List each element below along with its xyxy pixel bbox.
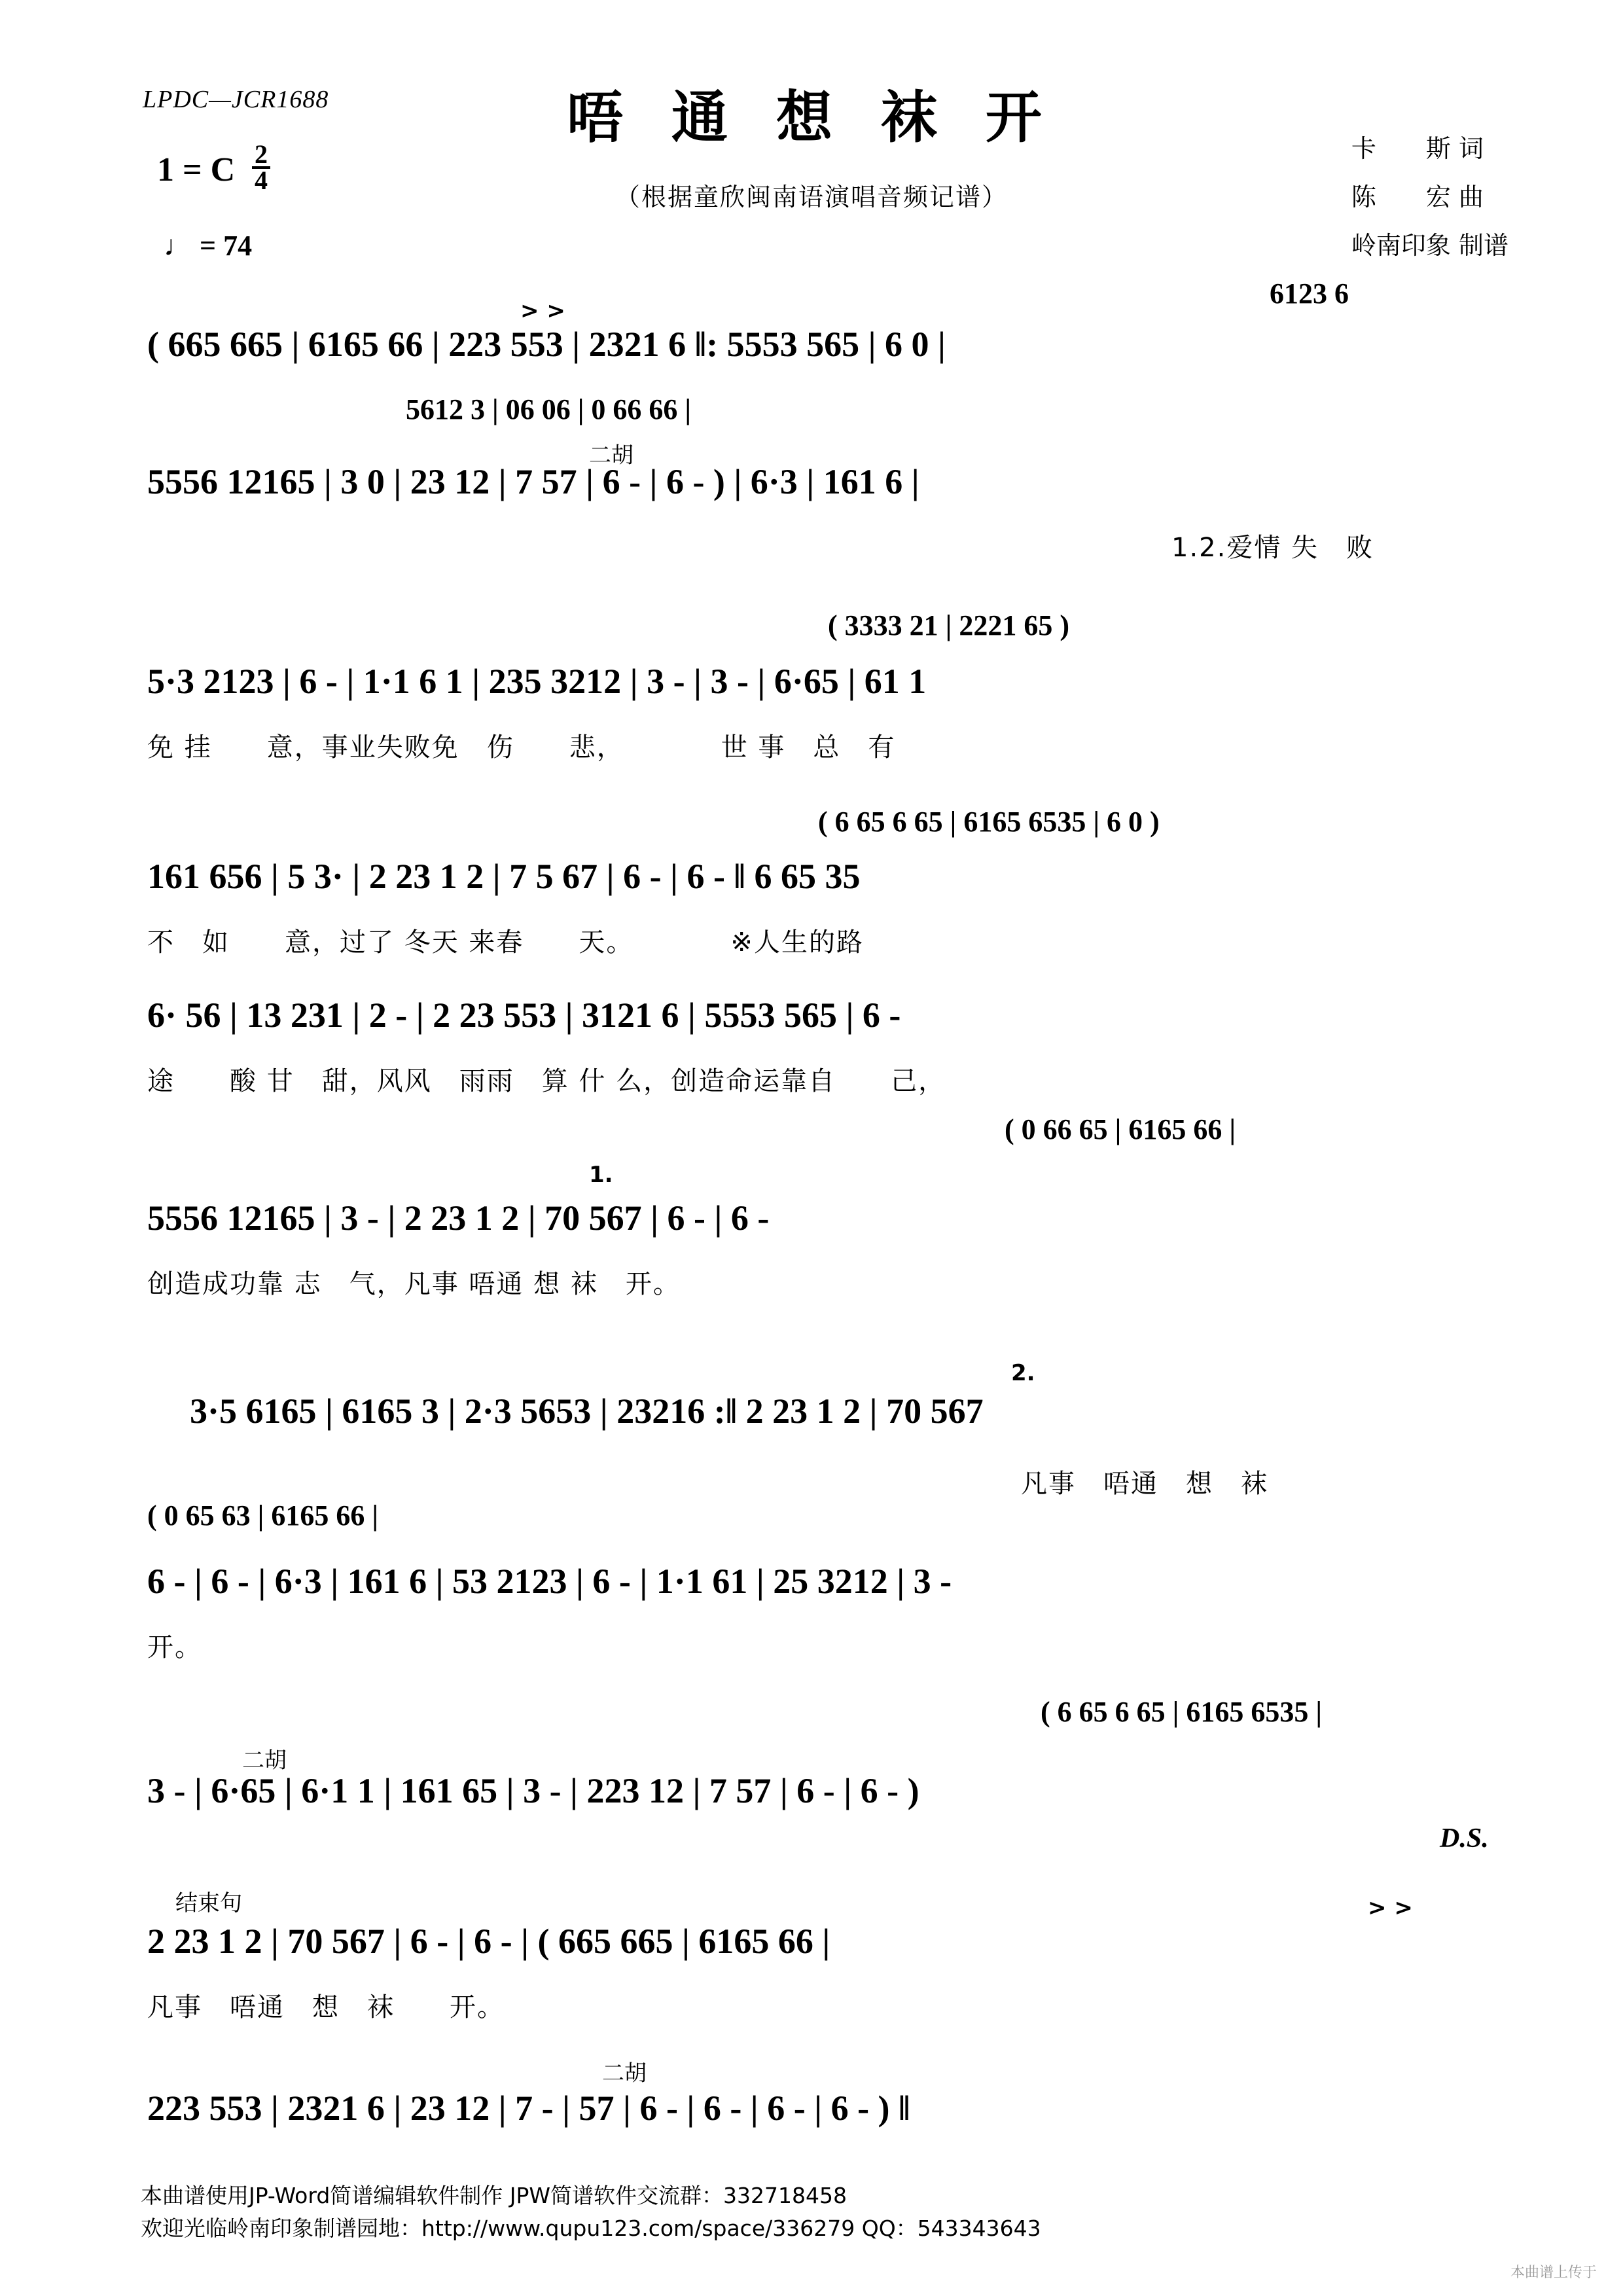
credit-composer: 陈 宏 曲 [1351, 183, 1484, 211]
time-signature [252, 139, 270, 195]
line6-lyrics: 创造成功靠 志 气，凡事 唔通 想 袜 开。 [147, 1269, 681, 1299]
line3-above: ( 3333 21 | 2221 65 ) [828, 609, 1069, 641]
line7-ending-bracket-2: 2. [1011, 1360, 1035, 1386]
line10-notes: 2 23 1 2 | 70 567 | 6 - | 6 - | ( 665 665 | 6165 66 | [147, 1922, 830, 1961]
line1-above: 6123 6 [1270, 278, 1349, 310]
subtitle: （根据童欣闽南语演唱音频记谱） [615, 183, 1008, 211]
line8-lyrics: 开。 [147, 1632, 202, 1662]
line4-above: ( 6 65 6 65 | 6165 6535 | 6 0 ) [818, 806, 1160, 838]
credits [1351, 124, 1508, 270]
time-signature-denominator: 4 [255, 166, 268, 195]
line4-notes: 161 656 | 5 3· | 2 23 1 2 | 7 5 67 | 6 - | 6 - ‖ 6 65 35 [147, 857, 861, 896]
line7-notes: 3·5 6165 | 6165 3 | 2·3 5653 | 23216 :‖ 2 23 1 2 | 70 567 [190, 1391, 984, 1431]
line3-notes: 5·3 2123 | 6 - | 1·1 6 1 | 235 3212 | 3 - | 3 - | 6·65 | 61 1 [147, 662, 927, 701]
footer [141, 2179, 1041, 2245]
key-signature: 1 = C [157, 151, 236, 188]
line10-coda-label: 结束句 [175, 1890, 242, 1916]
line9-above: ( 6 65 6 65 | 6165 6535 | [1041, 1696, 1323, 1728]
footer-contact-line: 欢迎光临岭南印象制谱园地：http://www.qupu123.com/space/336279 QQ：543343643 [141, 2215, 1041, 2241]
line9-instrument-erhu: 二胡 [242, 1748, 287, 1774]
line5-lyrics: 途 酸 甘 甜，风风 雨雨 算 什 么，创造命运靠自 己， [147, 1066, 946, 1096]
footer-software-line: 本曲谱使用JP-Word简谱编辑软件制作 JPW简谱软件交流群：332718458 [141, 2183, 847, 2208]
line6-above: ( 0 66 65 | 6165 66 | [1005, 1113, 1236, 1145]
line11-instrument-erhu: 二胡 [602, 2060, 647, 2087]
line3-lyrics: 免 挂 意，事业失败免 伤 悲， 世 事 总 有 [147, 732, 896, 762]
tempo-marking [164, 229, 252, 262]
line1-notes: ( 665 665 | 6165 66 | 223 553 | 2321 6 ‖: 5553 565 | 6 0 | [147, 325, 946, 364]
line2-notes: 5556 12165 | 3 0 | 23 12 | 7 57 | 6 - | 6 - ) | 6·3 | 161 6 | [147, 462, 919, 501]
catalog-number: LPDC—JCR1688 [143, 86, 329, 113]
time-signature-numerator: 2 [252, 143, 270, 169]
line8-above: ( 0 65 63 | 6165 66 | [147, 1499, 379, 1532]
line11-notes: 223 553 | 2321 6 | 23 12 | 7 - | 57 | 6 - | 6 - | 6 - | 6 - ) ‖ [147, 2089, 910, 2128]
page-title: 唔 通 想 袜 开 [567, 85, 1056, 151]
line9-ds-marking: D.S. [1440, 1823, 1489, 1854]
credit-lyricist: 卡 斯 词 [1351, 134, 1484, 163]
credit-arranger: 岭南印象 制谱 [1351, 231, 1508, 260]
line2-instrument-erhu: 二胡 [589, 442, 633, 469]
line5-notes: 6· 56 | 13 231 | 2 - | 2 23 553 | 3121 6 | 5553 565 | 6 - [147, 996, 901, 1035]
line1-accents: > > [520, 298, 565, 324]
line2-lyrics: 1.2.爱情 失 败 [1171, 533, 1374, 563]
line7-lyrics: 凡事 唔通 想 袜 [1021, 1469, 1268, 1499]
line10-lyrics: 凡事 唔通 想 袜 开。 [147, 1992, 505, 2022]
quarter-note-icon: ♩ [164, 230, 192, 262]
line4-lyrics: 不 如 意，过了 冬天 来春 天。 ※人生的路 [147, 927, 864, 958]
tempo-value: = 74 [200, 230, 253, 262]
line8-notes: 6 - | 6 - | 6·3 | 161 6 | 53 2123 | 6 - | 1·1 61 | 25 3212 | 3 - [147, 1562, 952, 1601]
line10-accents: > > [1368, 1895, 1413, 1921]
line9-notes: 3 - | 6·65 | 6·1 1 | 161 65 | 3 - | 223 12 | 7 57 | 6 - | 6 - ) [147, 1771, 919, 1810]
line6-ending-bracket-1: 1. [589, 1162, 613, 1188]
line6-notes: 5556 12165 | 3 - | 2 23 1 2 | 70 567 | 6 - | 6 - [147, 1198, 770, 1238]
watermark-text: 本曲谱上传于 [1510, 2265, 1597, 2281]
line2-above: 5612 3 | 06 06 | 0 66 66 | [406, 393, 692, 425]
